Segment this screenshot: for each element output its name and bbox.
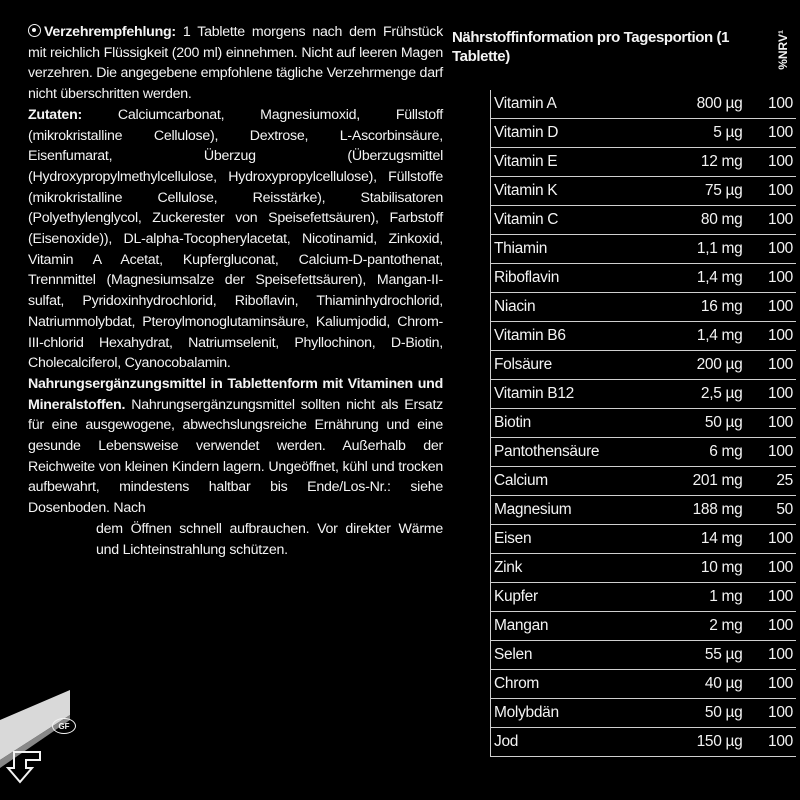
nutrient-name: Chrom [491,670,629,699]
nutrient-name: Jod [491,728,629,757]
nutrient-nrv: 100 [745,699,796,728]
nutrient-nrv: 100 [745,670,796,699]
nutrient-name: Vitamin B6 [491,322,629,351]
nutrient-name: Selen [491,641,629,670]
notes-paragraph [28,374,443,560]
nutrient-amount: 14 mg [628,525,745,554]
nutrient-nrv: 100 [745,380,796,409]
nutrient-nrv: 100 [745,206,796,235]
nutrient-nrv: 100 [745,525,796,554]
nutrient-name: Mangan [491,612,629,641]
intake-text: 1 Tablette morgens nach dem Frühstück mit reichlich Flüssigkeit (200 ml) einnehmen. Nicht auf leeren Magen verzehren. Die angegebene empfohlene tägliche Verzehrmenge darf nicht überschritten werden. [28,24,443,103]
nutrient-name: Niacin [491,293,629,322]
nutrient-row [491,380,797,409]
nutrient-nrv: 100 [745,641,796,670]
intake-label: Verzehrempfehlung: [44,24,176,40]
nutrient-name: Folsäure [491,351,629,380]
nutrient-name: Vitamin B12 [491,380,629,409]
ingredients-text: Calciumcarbonat, Magnesiumoxid, Füllstoff (mikrokristalline Cellulose), Dextrose, L-Ascorbinsäure, Eisenfumarat, Überzug (Überzugsmittel (Hydroxypropylmethylcellulose, Hydroxypropylcellulose), Füllstoffe (mikrokristalline Cellulose, Reisstärke), Stabilisatoren (Polyethylenglycol, Zuckerester von Speisefettsäuren), Farbstoff (Eisenoxide)), DL-alpha-Tocopherylacetat, Nicotinamid, Zinkoxid, Vitamin A Acetat, Kupfergluconat, Calcium-D-pantothenat, Trennmittel (Magnesiumsalze der Speisefettsäuren), Mangan-II-sulfat, Pyridoxinhydrochlorid, Riboflavin, Thiaminhydrochlorid, Natriummolybdat, Pteroylmonoglutaminsäure, Kaliumjodid, Chrom-III-chlorid Hexahydrat, Natriumselenit, Phyllochinon, D-Biotin, Cholecalciferol, Cyanocobalamin. [28,106,443,372]
nutrient-name: Zink [491,554,629,583]
nutrient-name: Pantothensäure [491,438,629,467]
nutrient-row [491,467,797,496]
nutrient-amount: 80 mg [628,206,745,235]
ingredients-label: Zutaten: [28,106,82,123]
page-turn-arrow-icon [0,690,70,800]
nutrient-row [491,583,797,612]
nutrition-table [490,90,796,757]
nutrient-row [491,409,797,438]
nutrient-amount: 50 µg [628,699,745,728]
nutrient-nrv: 100 [745,728,796,757]
nutrient-row [491,148,797,177]
gf-badge-icon: GF [52,718,76,734]
nutrient-amount: 50 µg [628,409,745,438]
notes-text: Nahrungsergänzungsmittel sollten nicht als Ersatz für eine ausgewogene, abwechslungsreiche Ernährung und eine gesunde Lebensweise verwendet werden. Außerhalb der Reichweite von kleinen Kindern lagern. Ungeöffnet, kühl und trocken aufbewahrt, mindestens haltbar bis Ende/Los-Nr.: siehe Dosenboden. Nach [28,396,443,517]
intake-paragraph [28,22,443,105]
nutrient-name: Biotin [491,409,629,438]
nutrient-amount: 1,1 mg [628,235,745,264]
nutrient-name: Molybdän [491,699,629,728]
nutrient-nrv: 100 [745,409,796,438]
nutrient-nrv: 100 [745,177,796,206]
nutrient-amount: 40 µg [628,670,745,699]
nutrient-amount: 200 µg [628,351,745,380]
nutrient-row [491,641,797,670]
nutrient-amount: 16 mg [628,293,745,322]
nutrient-nrv: 100 [745,90,796,119]
nutrient-row [491,322,797,351]
nutrient-name: Vitamin A [491,90,629,119]
nutrient-amount: 201 mg [628,467,745,496]
nutrient-name: Vitamin K [491,177,629,206]
nutrient-name: Calcium [491,467,629,496]
nutrient-name: Thiamin [491,235,629,264]
nutrient-row [491,670,797,699]
nutrient-row [491,264,797,293]
nutrient-row [491,177,797,206]
nutrient-nrv: 25 [745,467,796,496]
nutrition-header [452,28,797,90]
nutrient-name: Magnesium [491,496,629,525]
nutrient-nrv: 100 [745,235,796,264]
nutrient-amount: 1,4 mg [628,264,745,293]
nutrient-name: Vitamin E [491,148,629,177]
nutrient-nrv: 50 [745,496,796,525]
nutrient-row [491,525,797,554]
nrv-header: %NRV¹ [776,30,790,70]
nutrient-row [491,612,797,641]
eye-icon [28,24,41,37]
nutrient-name: Kupfer [491,583,629,612]
nutrient-amount: 1 mg [628,583,745,612]
nutrient-nrv: 100 [745,322,796,351]
label-text-column [28,22,443,560]
nutrient-amount: 10 mg [628,554,745,583]
nutrient-row [491,90,797,119]
nutrient-name: Eisen [491,525,629,554]
nutrient-nrv: 100 [745,612,796,641]
nutrient-amount: 6 mg [628,438,745,467]
nutrient-row [491,206,797,235]
nutrient-name: Vitamin D [491,119,629,148]
nutrient-nrv: 100 [745,351,796,380]
nutrient-row [491,699,797,728]
nutrient-amount: 5 µg [628,119,745,148]
nutrient-nrv: 100 [745,583,796,612]
nutrition-panel [452,28,797,757]
nutrient-row [491,496,797,525]
nutrient-row [491,119,797,148]
nutrient-nrv: 100 [745,264,796,293]
nutrient-amount: 800 µg [628,90,745,119]
nutrient-nrv: 100 [745,438,796,467]
nutrient-amount: 2,5 µg [628,380,745,409]
nutrient-amount: 150 µg [628,728,745,757]
nutrient-name: Vitamin C [491,206,629,235]
nutrient-nrv: 100 [745,148,796,177]
nutrient-row [491,235,797,264]
nutrient-nrv: 100 [745,554,796,583]
notes-tail: dem Öffnen schnell aufbrauchen. Vor direkter Wärme und Lichteinstrahlung schützen. [96,520,443,558]
nutrient-row [491,728,797,757]
nutrient-amount: 75 µg [628,177,745,206]
supplement-description: Nahrungsergänzungsmittel in Tablettenform mit Vitaminen und Mineralstoffen. [28,375,443,413]
nutrient-row [491,351,797,380]
nutrient-amount: 188 mg [628,496,745,525]
ingredients-paragraph [28,105,443,374]
nutrient-nrv: 100 [745,119,796,148]
nutrient-row [491,438,797,467]
nutrition-title: Nährstoffinformation pro Tagesportion (1 Tablette) [452,29,730,65]
nutrient-name: Riboflavin [491,264,629,293]
nutrient-amount: 1,4 mg [628,322,745,351]
nutrient-nrv: 100 [745,293,796,322]
nutrient-row [491,554,797,583]
nutrient-amount: 12 mg [628,148,745,177]
nutrient-row [491,293,797,322]
nutrient-amount: 2 mg [628,612,745,641]
nutrient-amount: 55 µg [628,641,745,670]
